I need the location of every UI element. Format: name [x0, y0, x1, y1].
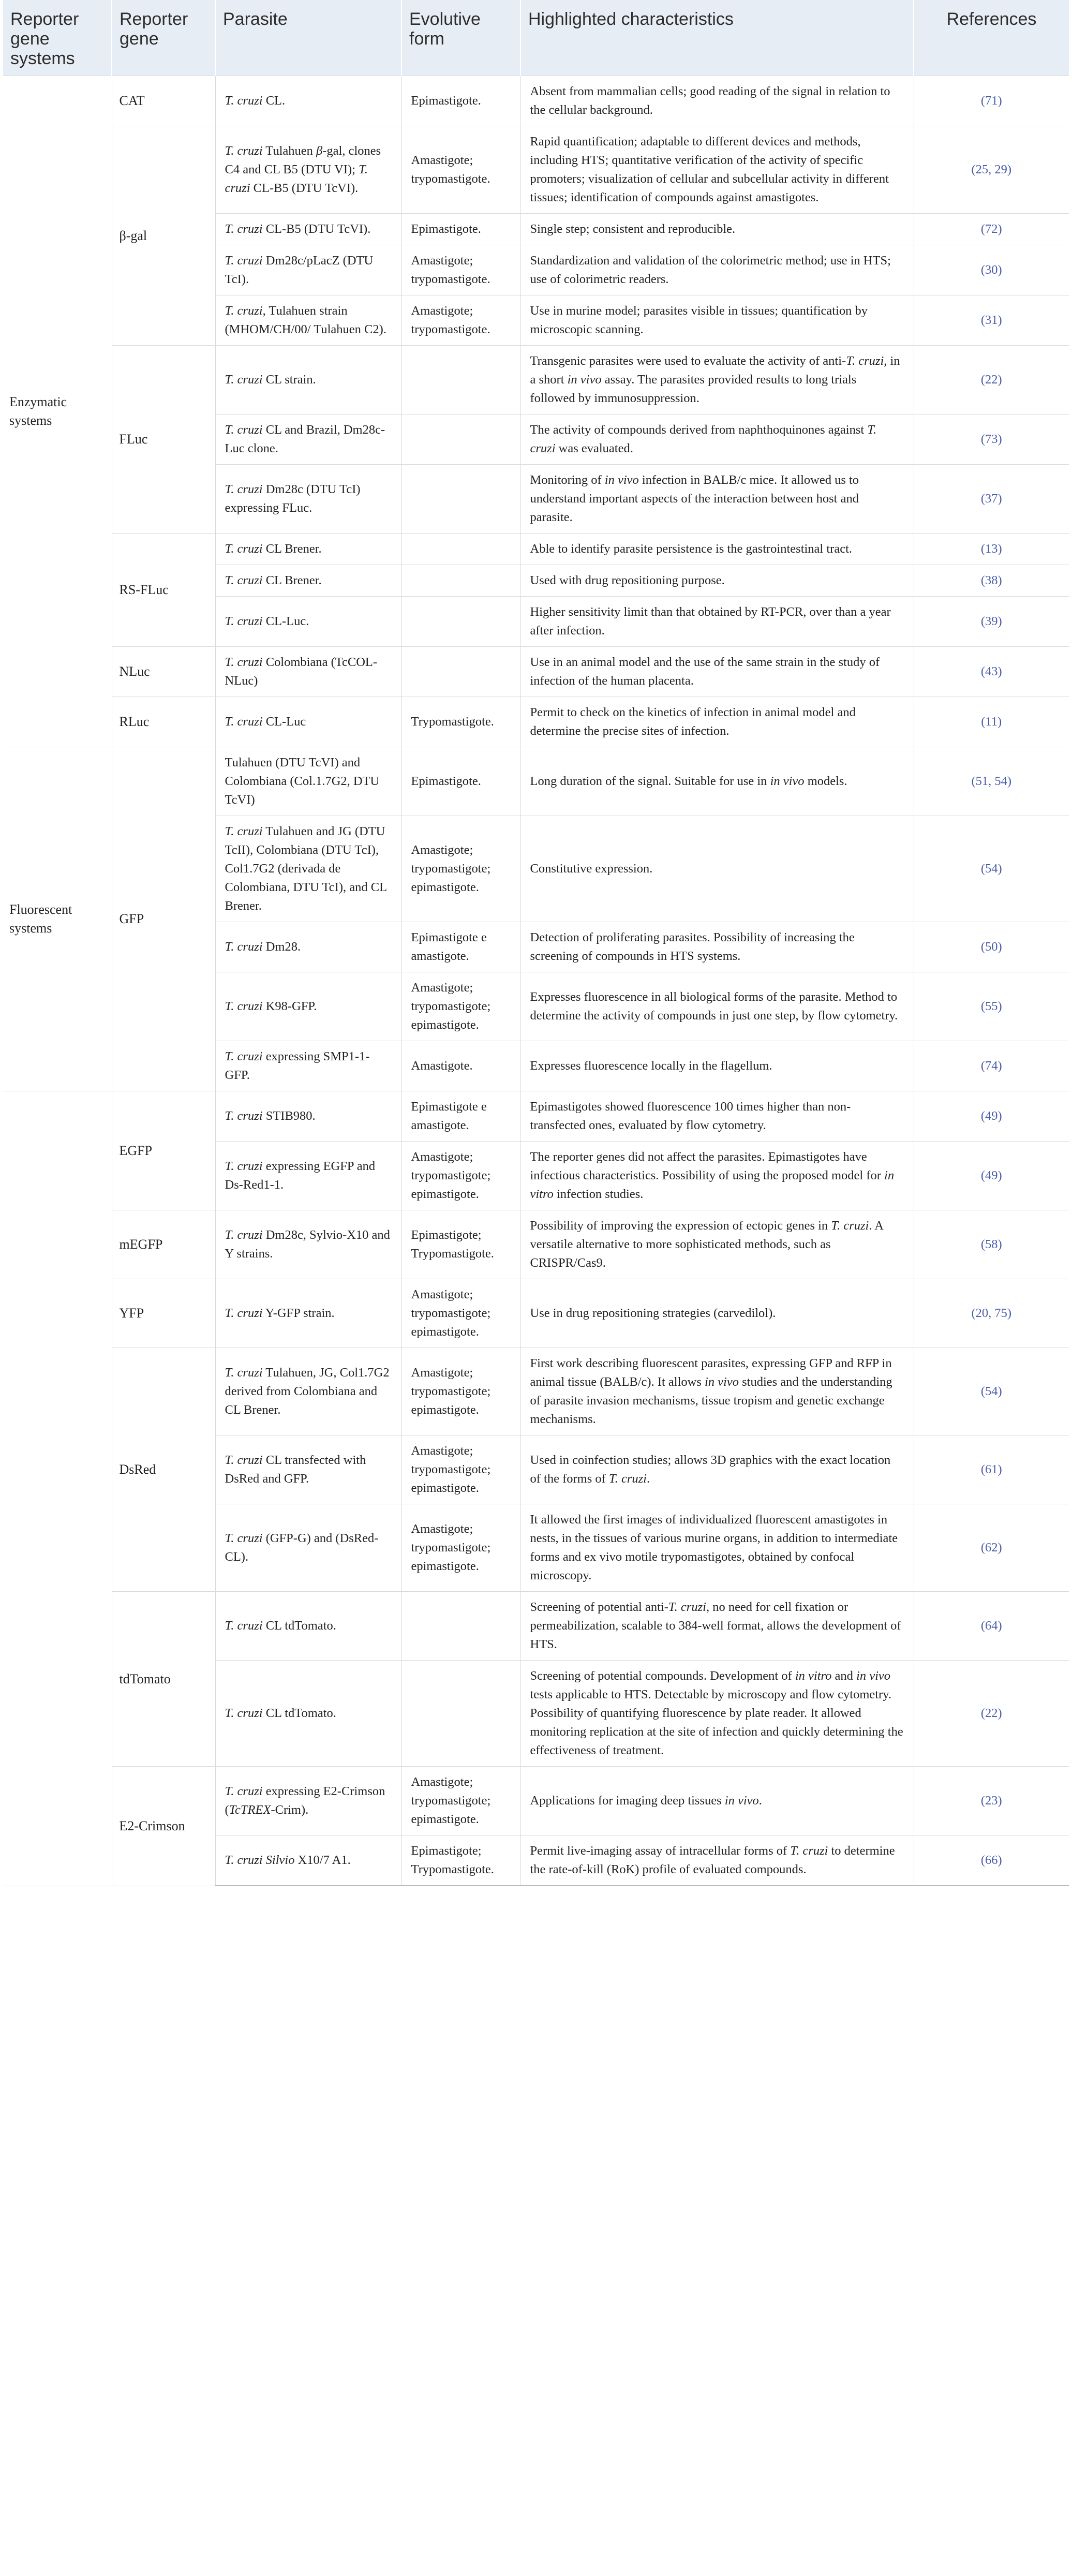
table-row: [3, 534, 1069, 565]
characteristics-cell: Expresses fluorescence locally in the flagellum.: [520, 1041, 914, 1091]
evolutive-form-cell: Amastigote; trypomastigote; epimastigote.: [401, 1435, 520, 1504]
parasite-cell: T. cruzi Tulahuen β-gal, clones C4 and CL B5 (DTU VI); T. cruzi CL-B5 (DTU TcVI).: [215, 126, 401, 214]
characteristics-cell: Rapid quantification; adaptable to different devices and methods, including HTS; quantitative verification of the activity of specific promoters; visualization of cellular and subcellular activity in different tissues; identification of compounds against amastigotes.: [520, 126, 914, 214]
characteristics-cell: Use in drug repositioning strategies (carvedilol).: [520, 1279, 914, 1348]
parasite-cell: T. cruzi CL.: [215, 76, 401, 126]
parasite-cell: T. cruzi CL tdTomato.: [215, 1661, 401, 1767]
table-row: [3, 747, 1069, 816]
evolutive-form-cell: Amastigote; trypomastigote; epimastigote.: [401, 1279, 520, 1348]
reporter-gene-cell: CAT: [112, 76, 215, 126]
reference-link: (49): [914, 1142, 1069, 1210]
reporter-gene-cell: DsRed: [112, 1348, 215, 1592]
characteristics-cell: The reporter genes did not affect the parasites. Epimastigotes have infectious characteristics. Possibility of using the proposed model for in vitro infection studies.: [520, 1142, 914, 1210]
reporter-gene-cell: mEGFP: [112, 1210, 215, 1279]
reference-link: (38): [914, 565, 1069, 597]
evolutive-form-cell: Amastigote; trypomastigote; epimastigote.: [401, 1348, 520, 1435]
parasite-cell: T. cruzi Dm28c, Sylvio-X10 and Y strains.: [215, 1210, 401, 1279]
parasite-cell: Tulahuen (DTU TcVI) and Colombiana (Col.1.7G2, DTU TcVI): [215, 747, 401, 816]
characteristics-cell: Transgenic parasites were used to evaluate the activity of anti-T. cruzi, in a short in vivo assay. The parasites provided results to long trials followed by immunosuppression.: [520, 346, 914, 414]
parasite-cell: T. cruzi CL-Luc.: [215, 597, 401, 647]
reporter-gene-cell: tdTomato: [112, 1592, 215, 1767]
parasite-cell: T. cruzi Silvio X10/7 A1.: [215, 1835, 401, 1886]
characteristics-cell: Higher sensitivity limit than that obtained by RT-PCR, over than a year after infection.: [520, 597, 914, 647]
reference-link: (55): [914, 972, 1069, 1041]
reporter-gene-cell: NLuc: [112, 647, 215, 697]
header-reporter-gene-systems: Reporter gene systems: [3, 0, 112, 76]
reporter-gene-cell: RS-FLuc: [112, 534, 215, 647]
header-parasite: Parasite: [215, 0, 401, 76]
reference-link: (25, 29): [914, 126, 1069, 214]
evolutive-form-cell: Epimastigote.: [401, 747, 520, 816]
characteristics-cell: It allowed the first images of individualized fluorescent amastigotes in nests, in the tissues of various murine organs, in addition to intermediate forms and ex vivo motile trypomastigotes, obtained by confocal microscopy.: [520, 1504, 914, 1592]
evolutive-form-cell: Amastigote.: [401, 1041, 520, 1091]
reporter-gene-cell: β-gal: [112, 126, 215, 346]
table-row: [3, 76, 1069, 126]
reporter-gene-cell: E2-Crimson: [112, 1767, 215, 1886]
parasite-cell: T. cruzi CL-Luc: [215, 697, 401, 747]
reference-link: (71): [914, 76, 1069, 126]
reference-link: (23): [914, 1767, 1069, 1835]
reference-link: (58): [914, 1210, 1069, 1279]
header-evolutive-form: Evolutive form: [401, 0, 520, 76]
reference-link: (72): [914, 214, 1069, 245]
reporter-gene-table: [3, 0, 1069, 1886]
parasite-cell: T. cruzi CL Brener.: [215, 565, 401, 597]
evolutive-form-cell: Amastigote; trypomastigote.: [401, 295, 520, 346]
parasite-cell: T. cruzi (GFP-G) and (DsRed-CL).: [215, 1504, 401, 1592]
evolutive-form-cell: Amastigote; trypomastigote.: [401, 245, 520, 295]
evolutive-form-cell: Epimastigote.: [401, 76, 520, 126]
reference-link: (73): [914, 414, 1069, 465]
evolutive-form-cell: [401, 346, 520, 414]
characteristics-cell: Used with drug repositioning purpose.: [520, 565, 914, 597]
parasite-cell: T. cruzi Tulahuen and JG (DTU TcII), Colombiana (DTU TcI), Col1.7G2 (derivada de Colombiana, DTU TcI), and CL Brener.: [215, 816, 401, 922]
header-references: References: [914, 0, 1069, 76]
parasite-cell: T. cruzi expressing E2-Crimson (TcTREX-Crim).: [215, 1767, 401, 1835]
reporter-gene-cell: GFP: [112, 747, 215, 1091]
parasite-cell: T. cruzi expressing SMP1-1-GFP.: [215, 1041, 401, 1091]
evolutive-form-cell: Trypomastigote.: [401, 697, 520, 747]
table-row: [3, 1091, 1069, 1142]
reference-link: (54): [914, 816, 1069, 922]
table-body: [3, 76, 1069, 1886]
parasite-cell: T. cruzi Dm28c (DTU TcI) expressing FLuc.: [215, 465, 401, 534]
reference-link: (22): [914, 346, 1069, 414]
characteristics-cell: The activity of compounds derived from naphthoquinones against T. cruzi was evaluated.: [520, 414, 914, 465]
evolutive-form-cell: Epimastigote e amastigote.: [401, 922, 520, 972]
reference-link: (37): [914, 465, 1069, 534]
parasite-cell: T. cruzi Colombiana (TcCOL-NLuc): [215, 647, 401, 697]
parasite-cell: T. cruzi CL-B5 (DTU TcVI).: [215, 214, 401, 245]
reporter-gene-cell: RLuc: [112, 697, 215, 747]
reference-link: (39): [914, 597, 1069, 647]
parasite-cell: T. cruzi CL transfected with DsRed and GFP.: [215, 1435, 401, 1504]
reference-link: (30): [914, 245, 1069, 295]
evolutive-form-cell: [401, 1661, 520, 1767]
evolutive-form-cell: Amastigote; trypomastigote.: [401, 126, 520, 214]
characteristics-cell: Used in coinfection studies; allows 3D graphics with the exact location of the forms of T. cruzi.: [520, 1435, 914, 1504]
characteristics-cell: Possibility of improving the expression of ectopic genes in T. cruzi. A versatile alternative to more sophisticated methods, such as CRISPR/Cas9.: [520, 1210, 914, 1279]
reporter-gene-cell: YFP: [112, 1279, 215, 1348]
reporter-gene-system-cell: [3, 1091, 112, 1886]
characteristics-cell: Monitoring of in vivo infection in BALB/c mice. It allowed us to understand important aspects of the interaction between host and parasite.: [520, 465, 914, 534]
evolutive-form-cell: Epimastigote; Trypomastigote.: [401, 1210, 520, 1279]
evolutive-form-cell: Amastigote; trypomastigote; epimastigote.: [401, 816, 520, 922]
evolutive-form-cell: [401, 465, 520, 534]
header-highlighted-characteristics: Highlighted characteristics: [520, 0, 914, 76]
characteristics-cell: Screening of potential anti-T. cruzi, no need for cell fixation or permeabilization, scalable to 384-well format, allows the development of HTS.: [520, 1592, 914, 1661]
characteristics-cell: Single step; consistent and reproducible.: [520, 214, 914, 245]
header-reporter-gene: Reporter gene: [112, 0, 215, 76]
evolutive-form-cell: [401, 414, 520, 465]
evolutive-form-cell: [401, 647, 520, 697]
evolutive-form-cell: [401, 565, 520, 597]
reference-link: (22): [914, 1661, 1069, 1767]
table-row: [3, 1210, 1069, 1279]
reference-link: (31): [914, 295, 1069, 346]
reference-link: (49): [914, 1091, 1069, 1142]
reference-link: (74): [914, 1041, 1069, 1091]
characteristics-cell: Permit live-imaging assay of intracellular forms of T. cruzi to determine the rate-of-kill (RoK) profile of evaluated compounds.: [520, 1835, 914, 1886]
parasite-cell: T. cruzi CL Brener.: [215, 534, 401, 565]
reference-link: (20, 75): [914, 1279, 1069, 1348]
reference-link: (62): [914, 1504, 1069, 1592]
evolutive-form-cell: Amastigote; trypomastigote; epimastigote.: [401, 1767, 520, 1835]
parasite-cell: T. cruzi CL tdTomato.: [215, 1592, 401, 1661]
parasite-cell: T. cruzi Y-GFP strain.: [215, 1279, 401, 1348]
characteristics-cell: Use in an animal model and the use of the same strain in the study of infection of the human placenta.: [520, 647, 914, 697]
parasite-cell: T. cruzi Tulahuen, JG, Col1.7G2 derived from Colombiana and CL Brener.: [215, 1348, 401, 1435]
characteristics-cell: Long duration of the signal. Suitable for use in in vivo models.: [520, 747, 914, 816]
reporter-gene-cell: FLuc: [112, 346, 215, 534]
table-row: [3, 697, 1069, 747]
parasite-cell: T. cruzi K98-GFP.: [215, 972, 401, 1041]
characteristics-cell: Screening of potential compounds. Development of in vitro and in vivo tests applicable to HTS. Detectable by microscopy and flow cytometry. Possibility of quantifying fluorescence by plate reader. It allowed monitoring replication at the site of infection and quickly determining the effectiveness of treatment.: [520, 1661, 914, 1767]
evolutive-form-cell: Amastigote; trypomastigote; epimastigote.: [401, 1142, 520, 1210]
parasite-cell: T. cruzi Dm28c/pLacZ (DTU TcI).: [215, 245, 401, 295]
reference-link: (66): [914, 1835, 1069, 1886]
characteristics-cell: Epimastigotes showed fluorescence 100 times higher than non-transfected ones, evaluated by flow cytometry.: [520, 1091, 914, 1142]
parasite-cell: T. cruzi STIB980.: [215, 1091, 401, 1142]
evolutive-form-cell: [401, 534, 520, 565]
parasite-cell: T. cruzi, Tulahuen strain (MHOM/CH/00/ Tulahuen C2).: [215, 295, 401, 346]
evolutive-form-cell: [401, 1592, 520, 1661]
evolutive-form-cell: Epimastigote e amastigote.: [401, 1091, 520, 1142]
parasite-cell: T. cruzi Dm28.: [215, 922, 401, 972]
reference-link: (50): [914, 922, 1069, 972]
parasite-cell: T. cruzi CL strain.: [215, 346, 401, 414]
characteristics-cell: Permit to check on the kinetics of infection in animal model and determine the precise sites of infection.: [520, 697, 914, 747]
evolutive-form-cell: Amastigote; trypomastigote; epimastigote.: [401, 1504, 520, 1592]
reference-link: (13): [914, 534, 1069, 565]
evolutive-form-cell: [401, 597, 520, 647]
evolutive-form-cell: Epimastigote; Trypomastigote.: [401, 1835, 520, 1886]
table-row: [3, 647, 1069, 697]
reference-link: (51, 54): [914, 747, 1069, 816]
reference-link: (61): [914, 1435, 1069, 1504]
reporter-gene-cell: EGFP: [112, 1091, 215, 1210]
table-row: [3, 126, 1069, 214]
table-row: [3, 1279, 1069, 1348]
reference-link: (11): [914, 697, 1069, 747]
table-row: [3, 1767, 1069, 1835]
characteristics-cell: Expresses fluorescence in all biological forms of the parasite. Method to determine the activity of compounds in just one step, by flow cytometry.: [520, 972, 914, 1041]
reference-link: (43): [914, 647, 1069, 697]
characteristics-cell: Absent from mammalian cells; good reading of the signal in relation to the cellular background.: [520, 76, 914, 126]
reporter-gene-system-cell: Enzymatic systems: [3, 76, 112, 747]
characteristics-cell: Constitutive expression.: [520, 816, 914, 922]
header-row: [3, 0, 1069, 76]
parasite-cell: T. cruzi CL and Brazil, Dm28c-Luc clone.: [215, 414, 401, 465]
reference-link: (64): [914, 1592, 1069, 1661]
characteristics-cell: Detection of proliferating parasites. Possibility of increasing the screening of compounds in HTS systems.: [520, 922, 914, 972]
characteristics-cell: Standardization and validation of the colorimetric method; use in HTS; use of colorimetric readers.: [520, 245, 914, 295]
table-row: [3, 1592, 1069, 1661]
characteristics-cell: Applications for imaging deep tissues in vivo.: [520, 1767, 914, 1835]
evolutive-form-cell: Amastigote; trypomastigote; epimastigote.: [401, 972, 520, 1041]
evolutive-form-cell: Epimastigote.: [401, 214, 520, 245]
characteristics-cell: Use in murine model; parasites visible in tissues; quantification by microscopic scanning.: [520, 295, 914, 346]
parasite-cell: T. cruzi expressing EGFP and Ds-Red1-1.: [215, 1142, 401, 1210]
table-row: [3, 1348, 1069, 1435]
reporter-gene-system-cell: Fluorescent systems: [3, 747, 112, 1091]
characteristics-cell: Able to identify parasite persistence is the gastrointestinal tract.: [520, 534, 914, 565]
characteristics-cell: First work describing fluorescent parasites, expressing GFP and RFP in animal tissue (BALB/c). It allows in vivo studies and the understanding of parasite invasion mechanisms, tissue tropism and genetic exchange mechanisms.: [520, 1348, 914, 1435]
table-row: [3, 346, 1069, 414]
reference-link: (54): [914, 1348, 1069, 1435]
